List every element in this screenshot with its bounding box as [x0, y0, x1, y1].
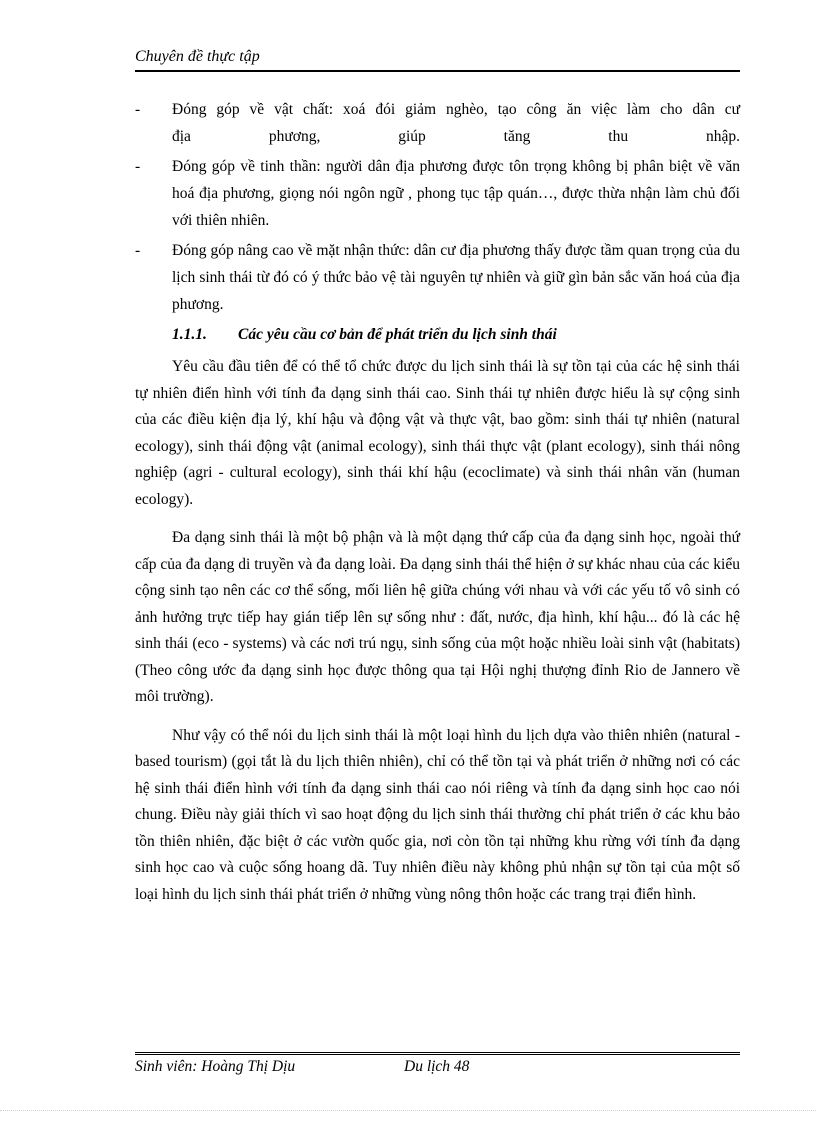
bullet-dash: - — [135, 158, 141, 175]
page-content — [135, 96, 740, 920]
bullet-text: Đóng góp nâng cao về mặt nhận thức: dân cư địa phương thấy được tầm quan trọng của du lịch sinh thái từ đó có ý thức bảo vệ tài nguyên tự nhiên và giữ gìn bản sắc văn hoá của địa phương. — [172, 242, 740, 313]
bullet-text: Đóng góp về vật chất: xoá đói giảm nghèo, tạo công ăn việc làm cho dân cư — [172, 101, 740, 118]
page-header-title: Chuyên đề thực tập — [135, 48, 260, 65]
bullet-item — [135, 96, 740, 150]
bullet-dash: - — [135, 101, 141, 118]
bullet-item — [135, 237, 740, 318]
section-title: Các yêu cầu cơ bản để phát triển du lịch sinh thái — [238, 326, 557, 343]
bullet-dash: - — [135, 242, 141, 259]
body-paragraph: Đa dạng sinh thái là một bộ phận và là một dạng thứ cấp của đa dạng sinh học, ngoài thứ cấp của đa dạng di truyền và đa dạng loài. Đa dạng sinh thái thể hiện ở sự khác nhau của các kiểu cộng sinh tạo nên các cơ thể sống, mối liên hệ giữa chúng với nhau và với các yếu tố vô sinh có ảnh hưởng trực tiếp hay gián tiếp lên sự sống như : đất, nước, địa hình, khí hậu... đó là các hệ sinh thái (eco - systems) và các nơi trú ngụ, sinh sống của một hoặc nhiều loài sinh vật (habitats) (Theo công ước đa dạng sinh học được thông qua tại Hội nghị thượng đỉnh Rio de Jannero về môi trường). — [135, 529, 740, 705]
section-heading — [135, 321, 740, 348]
body-paragraph: Như vậy có thể nói du lịch sinh thái là một loại hình du lịch dựa vào thiên nhiên (natural - based tourism) (gọi tắt là du lịch thiên nhiên), chỉ có thể tồn tại và phát triển ở những nơi có các hệ sinh thái điển hình với tính đa dạng sinh thái cao nói riêng và tính đa dạng sinh học cao nói chung. Điều này giải thích vì sao hoạt động du lịch sinh thái thường chỉ phát triển ở các khu bảo tồn thiên nhiên, đặc biệt ở các vườn quốc gia, nơi còn tồn tại những khu rừng với tính đa dạng sinh học cao và cuộc sống hoang dã. Tuy nhiên điều này không phủ nhận sự tồn tại của một số loại hình du lịch sinh thái phát triển ở những vùng nông thôn hoặc các trang trại điển hình. — [135, 726, 740, 903]
bullet-text-continued: địa phương, giúp tăng thu nhập. — [172, 128, 740, 145]
footer-rule — [135, 1052, 740, 1055]
bullet-item — [135, 153, 740, 234]
section-number: 1.1.1. — [172, 326, 207, 343]
bullet-text: Đóng góp về tinh thần: người dân địa phương được tôn trọng không bị phân biệt về văn hoá địa phương, giọng nói ngôn ngữ , phong tục tập quán…, được thừa nhận làm chủ đối với thiên nhiên. — [172, 158, 740, 229]
page-bottom-dotted-line — [0, 1110, 816, 1111]
body-paragraph: Yêu cầu đầu tiên để có thể tổ chức được du lịch sinh thái là sự tồn tại của các hệ sinh thái tự nhiên điển hình với tính đa dạng sinh thái cao. Sinh thái tự nhiên được hiểu là sự cộng sinh của các điều kiện địa lý, khí hậu và động vật và thực vật, bao gồm: sinh thái tự nhiên (natural ecology), sinh thái động vật (animal ecology), sinh thái thực vật (plant ecology), sinh thái nông nghiệp (agri - cultural ecology), sinh thái khí hậu (ecoclimate) và sinh thái nhân văn (human ecology). — [135, 358, 740, 508]
header-rule — [135, 70, 740, 72]
footer-class-name: Du lịch 48 — [404, 1058, 470, 1075]
footer-student-name: Sinh viên: Hoàng Thị Dịu — [135, 1058, 296, 1075]
